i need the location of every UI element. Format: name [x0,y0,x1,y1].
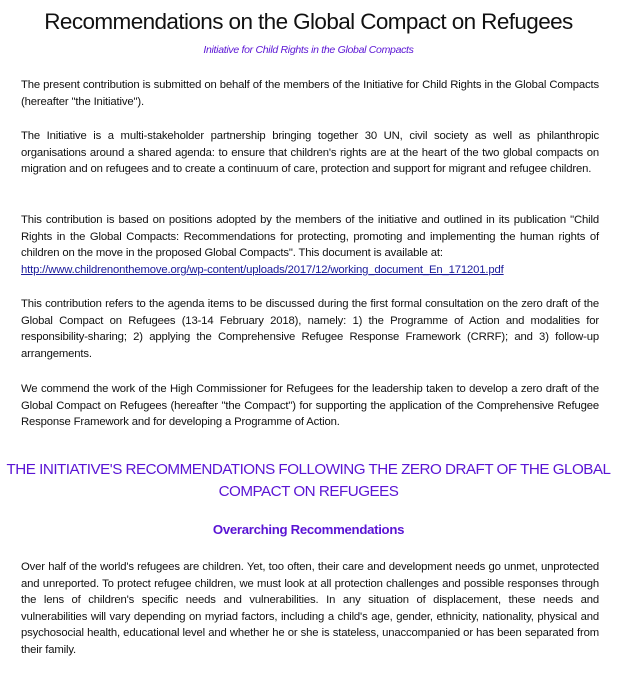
paragraph-submission: The present contribution is submitted on behalf of the members of the Initiative for Child Rights in the Global Compacts (hereafter "the Initiative"). [21,79,599,108]
document-subtitle: Initiative for Child Rights in the Global Compacts [203,44,414,56]
publication-link[interactable]: http://www.childrenonthemove.org/wp-content/uploads/2017/12/working_document_En_171201.pdf [21,263,504,276]
sub-heading-overarching: Overarching Recommendations [212,522,405,537]
paragraph-contribution-basis [21,212,599,278]
section-heading-recommendations: THE INITIATIVE'S RECOMMENDATIONS FOLLOWING THE ZERO DRAFT OF THE GLOBAL COMPACT ON REFUGEES [6,461,611,500]
paragraph-refugee-children: Over half of the world's refugees are children. Yet, too often, their care and development needs go unmet, unprotected and unreported. To protect refugee children, we must look at all protection challenges and possible responses through the lens of children's specific needs and vulnerabilities. In any situation of displacement, these needs and vulnerabilities will vary depending on myriad factors, including a child's age, gender, ethnicity, nationality, physical and psychosocial health, educational level and whether he or she is stateless, unaccompanied or has been separated from their family. [21,561,599,656]
paragraph-contribution-basis-text: This contribution is based on positions adopted by the members of the initiative and outlined in its publication "Child Rights in the Global Compacts: Recommendations for protecting, promoting and implementing the human rights of children on the move in the proposed Global Compacts". This document is available at: [21,214,599,259]
paragraph-agenda-items: This contribution refers to the agenda items to be discussed during the first formal consultation on the zero draft of the Global Compact on Refugees (13-14 February 2018), namely: 1) the Programme of Action and modalities for responsibility-sharing; 2) applying the Comprehensive Refugee Response Framework (CRRF); and 3) follow-up arrangements. [21,298,599,360]
paragraph-commendation: We commend the work of the High Commissioner for Refugees for the leadership taken to develop a zero draft of the Global Compact on Refugees (hereafter "the Compact") for supporting the application of the Comprehensive Refugee Response Framework and for developing a Programme of Action. [21,383,599,428]
document-title: Recommendations on the Global Compact on Refugees [44,9,573,34]
paragraph-initiative-description: The Initiative is a multi-stakeholder partnership bringing together 30 UN, civil society as well as philanthropic organisations around a shared agenda: to ensure that children's rights are at the heart of the two global compacts on migration and on refugees and to create a continuum of care, protection and support for migrant and refugee children. [21,130,599,175]
